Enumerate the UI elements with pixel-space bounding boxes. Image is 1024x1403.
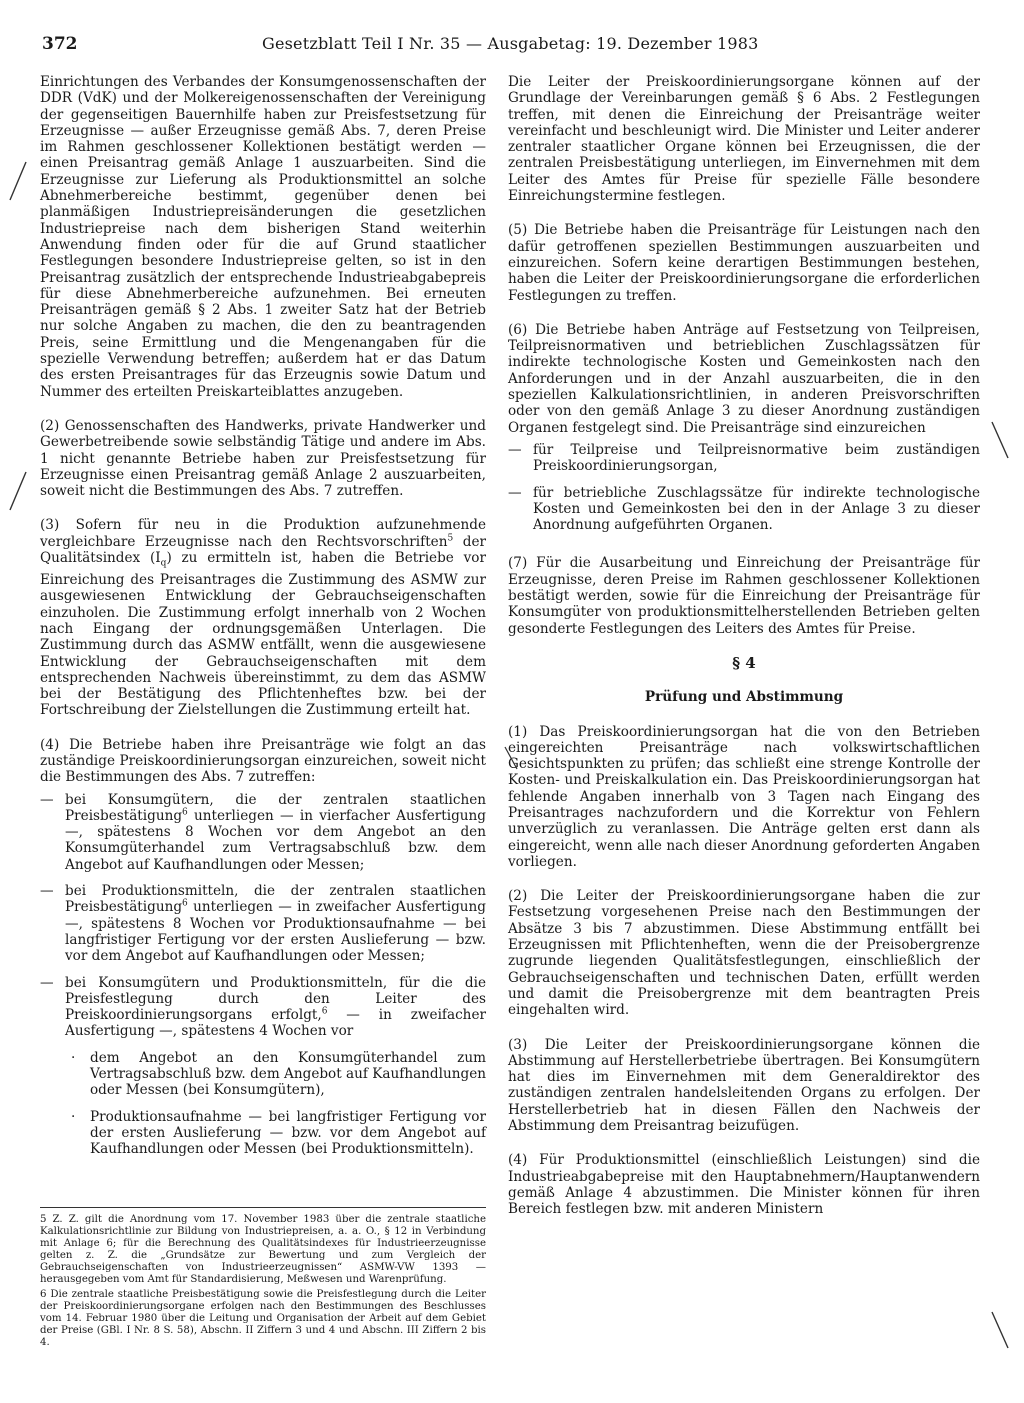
left-column: [40, 74, 486, 1168]
paragraph-4-continued: Die Leiter der Preiskoordinierungsorgane können auf der Grundlage der Vereinbarungen gemäß § 6 Abs. 2 Festlegungen treffen, mit denen die Einreichung der Preisanträge weiter vereinfacht und beschleunigt wird. Die Minister und Leiter anderer zentraler staatlicher Organe können bei Erzeugnissen, die der zentralen Preisbestätigung unterliegen, im Einvernehmen mit dem Leiter des Amtes für Preise für spezielle Fälle besondere Einreichungstermine festlegen.: [508, 74, 980, 205]
footnotes: [40, 1207, 486, 1351]
list-item: — bei Produktionsmitteln, die der zentralen staatlichen Preisbestätigung$^6$ unterliegen — in zweifacher Ausfertigung —, spätestens 8 Wochen vor Produktionsaufnahme — bei langfristiger Fertigung vor der ersten Auslieferung — bzw. vor dem Angebot auf Kaufhandlungen oder Messen;: [40, 883, 486, 964]
margin-slash-mark: [6, 160, 28, 204]
margin-backslash-mark: [990, 1310, 1012, 1354]
footnote-5: 5 Z. Z. gilt die Anordnung vom 17. November 1983 über die zentrale staatliche Kalkulationsrichtlinie zur Bildung von Industriepreisen, a. a. O., § 12 in Verbindung mit Anlage 6; für die Berechnung des Qualitätsindexes für Industrieerzeugnisse gelten z. Z. die „Grundsätze zur Bewertung und zum Vergleich der Gebrauchseigenschaften von Industrieerzeugnissen“ ASMW-VW 1393 — herausgegeben vom Amt für Standardisierung, Meßwesen und Warenprüfung.: [40, 1214, 486, 1286]
list-item: — für Teilpreise und Teilpreisnormative beim zuständigen Preiskoordinierungsorgan,: [508, 442, 980, 475]
paragraph-4: (4) Die Betriebe haben ihre Preisanträge wie folgt an das zuständige Preiskoordinierungsorgan einzureichen, soweit nicht die Bestimmungen des Abs. 7 zutreffen:: [40, 736, 486, 786]
sub-list-item: · dem Angebot an den Konsumgüterhandel zum Vertragsabschluß bzw. dem Angebot auf Kaufhandlungen oder Messen (bei Konsumgütern),: [65, 1050, 486, 1099]
margin-backslash-mark: [990, 420, 1012, 464]
footnote-ref-6: 6: [321, 1006, 328, 1017]
section-number: § 4: [732, 653, 756, 672]
section-paragraph-1: (1) Das Preiskoordinierungsorgan hat die von den Betrieben eingereichten Preisanträge nach volkswirtschaftlichen Gesichtspunkten zu prüfen; das schließt eine strenge Kontrolle der Kosten- und Preiskalkulation ein. Das Preiskoordinierungsorgan hat fehlende Angaben innerhalb von 3 Tagen nach Eingang des Preisantrages nachzufordern und die Korrektur von Fehlern unverzüglich zu veranlassen. Die Anträge gelten erst dann als eingereicht, wenn alle nach dieser Anordnung geforderten Angaben vorliegen.: [508, 723, 980, 870]
list-item: — für betriebliche Zuschlagssätze für indirekte technologische Kosten und Gemeinkosten bei den in der Anlage 3 zu dieser Anordnung aufgeführten Organen.: [508, 485, 980, 534]
paragraph-2: (2) Genossenschaften des Handwerks, private Handwerker und Gewerbetreibende sowie selbständig Tätige und andere im Abs. 1 nicht genannte Betriebe haben zur Preisfestsetzung für Erzeugnisse einen Preisantrag gemäß Anlage 2 auszuarbeiten, soweit nicht die Bestimmungen des Abs. 7 zutreffen.: [40, 417, 486, 500]
margin-backslash-mark: [503, 745, 523, 775]
paragraph-7: (7) Für die Ausarbeitung und Einreichung der Preisanträge für Erzeugnisse, deren Preise im Rahmen geschlossener Kollektionen bestätigt werden, sowie für die Einreichung der Preisanträge für Konsumgüter von produktionsmittelherstellenden Betrieben gelten gesonderte Festlegungen des Leiters des Amtes für Preise.: [508, 555, 980, 637]
list-item: — bei Konsumgütern und Produktionsmitteln, für die die Preisfestlegung durch den Leiter des Preiskoordinierungsorgans erfolgt,$^6$ — in zweifacher Ausfertigung —, spätestens 4 Wochen vor: [40, 975, 486, 1040]
section-paragraph-3: (3) Die Leiter der Preiskoordinierungsorgane können die Abstimmung auf Herstellerbetriebe übertragen. Bei Konsumgütern hat dies im Einvernehmen mit dem Generaldirektor des zuständigen zentralen handelsleitenden Organs zu erfolgen. Der Herstellerbetrieb hat in diesen Fällen den Nachweis der Abstimmung dem Preisantrag beizufügen.: [508, 1036, 980, 1135]
footnote-6: 6 Die zentrale staatliche Preisbestätigung sowie die Preisfestlegung durch die Leiter der Preiskoordinierungsorgane erfolgen nach den Bestimmungen des Beschlusses vom 14. Februar 1980 über die Leitung und Organisation der Arbeit auf dem Gebiet der Preise (GBl. I Nr. 8 S. 58), Abschn. II Ziffern 3 und 4 und Abschn. III Ziffern 2 bis 4.: [40, 1288, 486, 1348]
paragraph-1-continued: Einrichtungen des Verbandes der Konsumgenossenschaften der DDR (VdK) und der Molkereigenossenschaften der Vereinigung der gegenseitigen Bauernhilfe haben zur Preisfestsetzung für Erzeugnisse — außer Erzeugnisse gemäß Abs. 7, deren Preise im Rahmen geschlossener Kollektionen bestätigt werden — einen Preisantrag gemäß Anlage 1 auszuarbeiten. Sind die Erzeugnisse zur Lieferung als Produktionsmittel an solche Abnehmerbereiche bestimmt, gegenüber denen bei planmäßigen Industriepreisänderungen die gesetzlichen Industriepreise nach dem bisherigen Stand weiterhin Anwendung finden oder für die auf Grund staatlicher Festlegungen besondere Industriepreise gelten, so ist in den Preisantrag zusätzlich der entsprechende Industrieabgabepreis für diese Abnehmerbereiche aufzunehmen. Bei erneuten Preisanträgen gemäß § 2 Abs. 1 zweiter Satz hat der Betrieb nur solche Angaben zu machen, die den zu beantragenden Preis, seine Ermittlung und die Mengenangaben für die spezielle Verwendung betreffen; außerdem hat er das Datum des ersten Preisantrages für das Erzeugnis sowie Datum und Nummer des erteilten Preiskarteiblattes anzugeben.: [40, 74, 486, 400]
sub-list-item: · Produktionsaufnahme — bei langfristiger Fertigung vor der ersten Auslieferung — bzw. vor dem Angebot auf Kaufhandlungen oder Messen (bei Produktionsmitteln).: [65, 1109, 486, 1158]
footnote-ref-6: 6: [182, 898, 188, 909]
page-number: 372: [42, 34, 78, 54]
header-title: Gesetzblatt Teil I Nr. 35 — Ausgabetag: 19. Dezember 1983: [262, 34, 759, 53]
margin-slash-mark: [6, 470, 28, 514]
paragraph-5: (5) Die Betriebe haben die Preisanträge für Leistungen nach den dafür getroffenen speziellen Bestimmungen auszuarbeiten und einzureichen. Sofern keine derartigen Bestimmungen bestehen, haben die Leiter der Preiskoordinierungsorgane die erforderlichen Festlegungen zu treffen.: [508, 222, 980, 304]
footnote-ref-5: 5: [447, 533, 454, 544]
paragraph-6: (6) Die Betriebe haben Anträge auf Festsetzung von Teilpreisen, Teilpreisnormativen und betrieblichen Zuschlagssätzen für indirekte technologische Kosten und Gemeinkosten nach den Anforderungen und in der Anzahl auszuarbeiten, die in den speziellen Kalkulationsrichtlinien, in anderen Preisvorschriften oder von den gemäß Anlage 3 zu dieser Anordnung zuständigen Organen festgelegt sind. Die Preisanträge sind einzureichen: [508, 321, 980, 436]
section-paragraph-2: (2) Die Leiter der Preiskoordinierungsorgane haben die zur Festsetzung vorgesehenen Preise nach den Bestimmungen der Absätze 3 bis 7 abzustimmen. Diese Abstimmung entfällt bei Erzeugnissen mit Pflichtenheften, wenn die der Preisobergrenze zugrunde liegenden Qualitätsfestlegungen, einschließlich der Gebrauchseigenschaften und technischen Daten, erfüllt werden und damit die Preisobergrenze mit dem beantragten Preis eingehalten wird.: [508, 888, 980, 1019]
list-item: — bei Konsumgütern, die der zentralen staatlichen Preisbestätigung$^6$ unterliegen — in vierfacher Ausfertigung —, spätestens 8 Wochen vor dem Angebot an den Konsumgüterhandel zum Vertragsabschluß bzw. dem Angebot auf Kaufhandlungen oder Messen;: [40, 792, 486, 873]
section-paragraph-4: (4) Für Produktionsmittel (einschließlich Leistungen) sind die Industrieabgabepreise mit den Hauptabnehmern/Hauptanwendern gemäß Anlage 4 abzustimmen. Die Minister können für ihren Bereich festlegen bzw. mit anderen Ministern: [508, 1152, 980, 1218]
section-title: Prüfung und Abstimmung: [644, 689, 844, 706]
page-header: [42, 34, 987, 56]
footnote-ref-6: 6: [182, 807, 188, 818]
paragraph-3: (3) Sofern für neu in die Produktion aufzunehmende vergleichbare Erzeugnisse nach den Rechtsvorschriften$^5$ der Qualitätsindex $(I_q)$ zu ermitteln ist, haben die Betriebe vor Einreichung des Preisantrages die Zustimmung des ASMW zur ausgewiesenen Entwicklung der Gebrauchseigenschaften einzuholen. Die Zustimmung erfolgt innerhalb von 2 Wochen nach Eingang der ordnungsgemäßen Unterlagen. Die Zustimmung durch das ASMW entfällt, wenn die ausgewiesene Entwicklung der Gebrauchseigenschaften mit dem entsprechenden Nachweis übereinstimmt, zu dem das ASMW bei der Bestätigung des Pflichtenheftes bzw. bei der Fortschreibung der Zielstellungen die Zustimmung erteilt hat.: [40, 517, 486, 719]
right-column: [508, 74, 980, 1236]
